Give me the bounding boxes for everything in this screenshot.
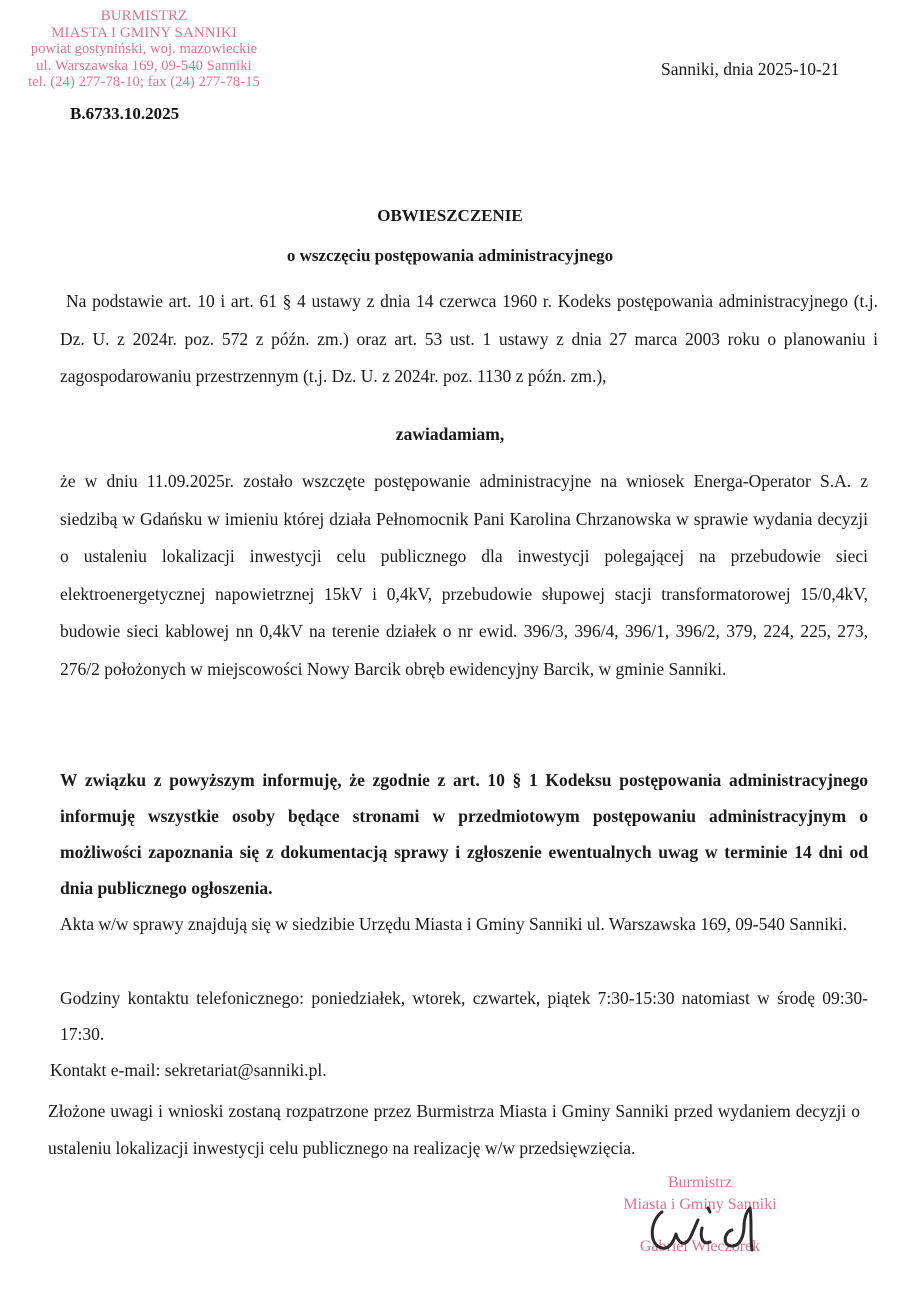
- stamp-line-office: MIASTA I GMINY SANNIKI: [51, 24, 237, 41]
- files-location-paragraph: Akta w/w sprawy znajdują się w siedzibie Urzędu Miasta i Gminy Sanniki ul. Warszawska 169, 09-540 Sanniki.: [60, 914, 848, 934]
- stamp-line-address: ul. Warszawska 169, 09-540 Sanniki: [36, 57, 252, 74]
- document-subtitle: o wszczęciu postępowania administracyjnego: [286, 246, 614, 265]
- phone-hours-paragraph: Godziny kontaktu telefonicznego: poniedziałek, wtorek, czwartek, piątek 7:30-15:30 natomiast w środę 09:30-17:30.: [60, 988, 868, 1044]
- document-title: OBWIESZCZENIE: [377, 206, 523, 225]
- signature-title-1: Burmistrz: [668, 1174, 732, 1191]
- signatory-name: Gabriel Wieczorek: [639, 1238, 761, 1255]
- main-paragraph: że w dniu 11.09.2025r. zostało wszczęte postępowanie administracyjne na wniosek Energa-Operator S.A. z siedzibą w Gdańsku w imieniu której działa Pełnomocnik Pani Karolina Chrzanowska w sprawie wydania decyzji o ustaleniu lokalizacji inwestycji celu publicznego dla inwestycji polegającej na przebudowie sieci elektroenergetycznej napowietrznej 15kV i 0,4kV, przebudowie słupowej stacji transformatorowej 15/0,4kV, budowie sieci kablowej nn 0,4kV na terenie działek o nr ewid. 396/3, 396/4, 396/1, 396/2, 379, 224, 225, 273, 276/2 położonych w miejscowości Nowy Barcik obręb ewidencyjny Barcik, w gminie Sanniki.: [60, 471, 868, 679]
- stamp-line-region: powiat gostyniński, woj. mazowieckie: [30, 41, 258, 57]
- case-number: B.6733.10.2025: [70, 104, 180, 123]
- place-date: Sanniki, dnia 2025-10-21: [661, 59, 840, 79]
- handwritten-signature-icon: [640, 1190, 780, 1260]
- signature-title-2: Miasta i Gminy Sanniki: [623, 1196, 777, 1213]
- office-stamp: [6, 8, 282, 91]
- email-contact: Kontakt e-mail: sekretariat@sanniki.pl.: [50, 1060, 327, 1080]
- closing-paragraph: Złożone uwagi i wnioski zostaną rozpatrzone przez Burmistrza Miasta i Gminy Sanniki przed wydaniem decyzji o ustaleniu lokalizacji inwestycji celu publicznego na realizację w/w przedsięwzięcia.: [48, 1101, 860, 1158]
- stamp-line-title: BURMISTRZ: [100, 8, 188, 24]
- legal-basis-paragraph: Na podstawie art. 10 i art. 61 § 4 ustawy z dnia 14 czerwca 1960 r. Kodeks postępowania administracyjnego (t.j. Dz. U. z 2024r. poz. 572 z późn. zm.) oraz art. 53 ust. 1 ustawy z dnia 27 marca 2003 roku o planowaniu i zagospodarowaniu przestrzennym (t.j. Dz. U. z 2024r. poz. 1130 z późn. zm.),: [60, 291, 878, 386]
- stamp-line-phone: tel. (24) 277-78-10; fax (24) 277-78-15: [28, 74, 260, 90]
- bold-notice-paragraph: W związku z powyższym informuję, że zgodnie z art. 10 § 1 Kodeksu postępowania administracyjnego informuję wszystkie osoby będące stronami w przedmiotowym postępowaniu administracyjnym o możliwości zapoznania się z dokumentacją sprawy i zgłoszenie ewentualnych uwag w terminie 14 dni od dnia publicznego ogłoszenia.: [60, 770, 868, 898]
- notice-word: zawiadamiam,: [395, 424, 505, 444]
